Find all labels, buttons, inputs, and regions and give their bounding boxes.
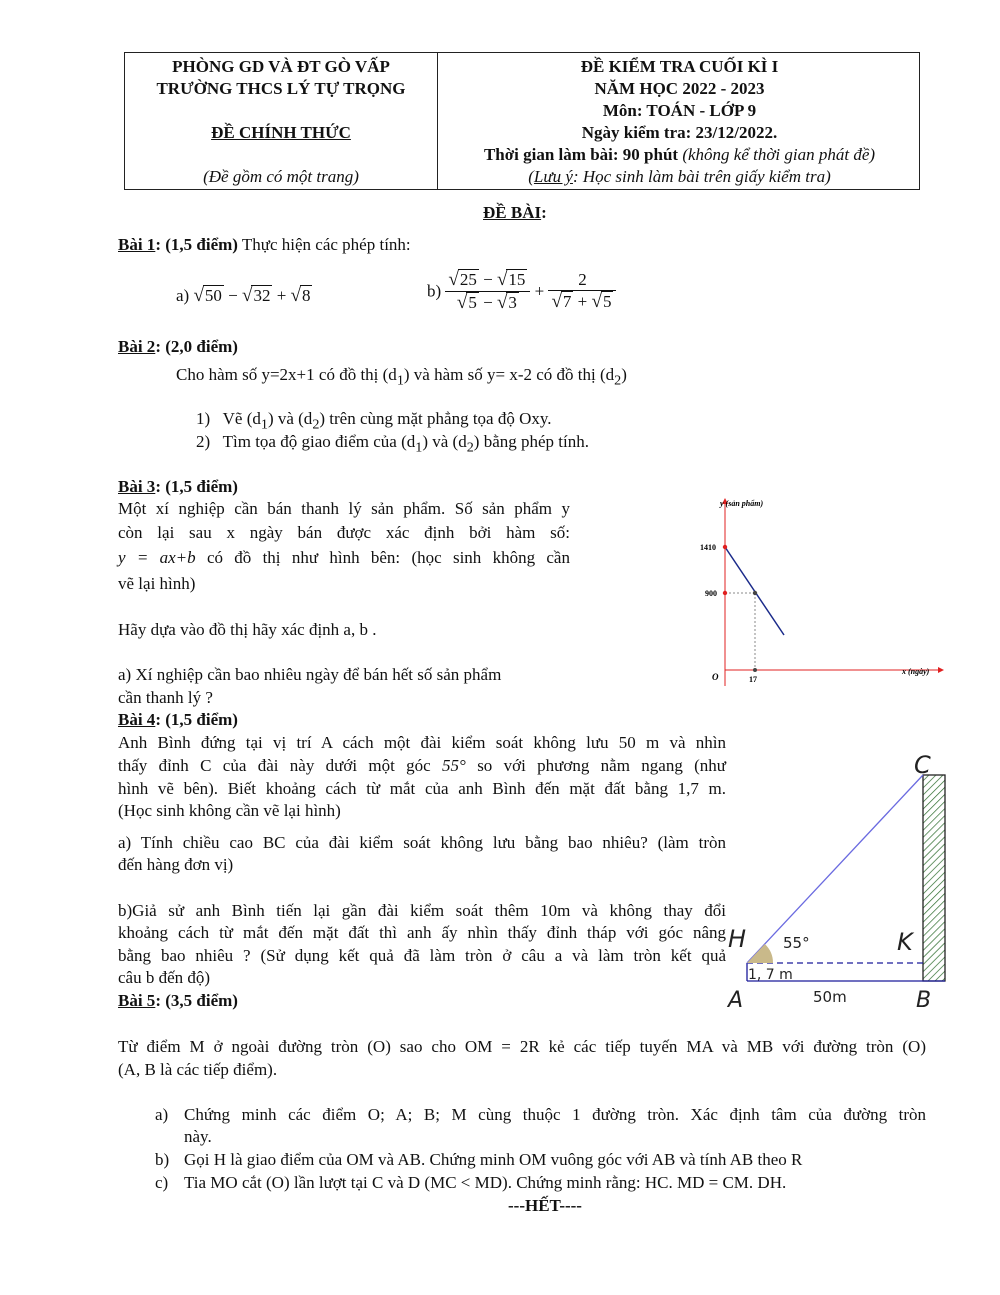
header-exam-title: ĐỀ KIỂM TRA CUỐI KÌ I [580, 57, 779, 76]
bai5-heading [118, 991, 238, 1011]
bai4-line-7: b)Giả sử anh Bình tiến lại gần đài kiểm soát thêm 10m và không thay đổi [118, 901, 726, 920]
distance-label: 50m [813, 988, 847, 1006]
bai3-line-4: vẽ lại hình) [118, 574, 196, 593]
bai1-points: : (1,5 điểm) [155, 235, 238, 254]
bai4-points: : (1,5 điểm) [155, 710, 238, 729]
tower [923, 775, 945, 981]
bai1-heading [118, 235, 411, 255]
header-official-label: ĐỀ CHÍNH THỨC [211, 123, 351, 142]
header-department: PHÒNG GD VÀ ĐT GÒ VẤP [172, 57, 390, 76]
point-B: B [916, 988, 932, 1013]
header-school: TRƯỜNG THCS LÝ TỰ TRỌNG [156, 79, 406, 98]
bai3-line-3: y = ax+b có đồ thị như hình bên: (học sinh không cần [118, 548, 570, 567]
bai2-item-2: 2) Tìm tọa độ giao điểm của $(d_1)$ và $(d_2)$ bằng phép tính. [196, 432, 589, 456]
header-school-year: NĂM HỌC 2022 - 2023 [594, 79, 765, 98]
header-duration [438, 145, 921, 165]
bai1-b-fraction-1: $\frac{√25 - √15}{√5 - √3}$ [445, 269, 530, 314]
eye-height-label: 1, 7 m [748, 967, 793, 983]
bai3-line-6: a) Xí nghiệp cần bao nhiêu ngày để bán hết số sản phẩm [118, 665, 502, 684]
point-A: A [728, 988, 744, 1013]
bai1-a: a) √50 − √32 + √8 [176, 285, 311, 306]
header-table [124, 52, 920, 190]
header-duration-note: (không kể thời gian phát đề) [682, 145, 876, 164]
y-axis-label: y (sản phẩm) [720, 499, 764, 508]
point-1410 [723, 545, 727, 549]
angle-marker [747, 944, 773, 963]
tick-1410: 1410 [700, 543, 716, 552]
tick-900: 900 [705, 589, 717, 598]
bai1-label: Bài 1 [118, 235, 156, 254]
bai1-b: b) $\frac{√25 - √15}{√5 - √3}$ + $\frac{2}{√7 + √5}$ [427, 269, 616, 314]
bai3-line-2: còn lại sau x ngày bán được xác định bởi hàm số: [118, 523, 570, 542]
point-H: H [728, 925, 747, 953]
point-17-900 [753, 591, 757, 595]
bai3-line-1: Một xí nghiệp cần bán thanh lý sản phẩm. Số sản phẩm y [118, 499, 570, 518]
bai2-item-1: 1) Vẽ $(d_1)$ và $(d_2)$ trên cùng mặt phẳng tọa độ Oxy. [196, 409, 552, 433]
bai2-intro: Cho hàm số y=2x+1 có đồ thị $(d_1)$ và hàm số y= x-2 có đồ thị $(d_2)$ [176, 365, 627, 389]
bai4-line-5: a) Tính chiều cao BC của đài kiểm soát không lưu bằng bao nhiêu? (làm tròn [118, 833, 726, 852]
bai3-heading [118, 477, 238, 497]
bai4-line-6: đến hàng đơn vị) [118, 855, 234, 874]
bai5-line-2: (A, B là các tiếp điểm). [118, 1060, 278, 1079]
bai5-a-line-1: Chứng minh các điểm O; A; B; M cùng thuộc 1 đường tròn. Xác định tâm của đường tròn [184, 1105, 926, 1124]
header-exam-date: Ngày kiểm tra: 23/12/2022. [581, 123, 778, 142]
bai4-line-8: khoảng cách từ mắt đến mặt đất thì anh ấy nhìn thấy đỉnh tháp với góc nâng [118, 923, 726, 942]
bai2-heading [118, 337, 238, 357]
bai2-label: Bài 2 [118, 337, 156, 356]
point-K: K [897, 928, 913, 956]
point-900 [723, 591, 727, 595]
page-title: ĐỀ BÀI: [483, 203, 547, 222]
point-C: C [914, 751, 931, 779]
header-notice-text: : Học sinh làm bài trên giấy kiểm tra) [572, 167, 831, 186]
header-notice: (Lưu ý: Học sinh làm bài trên giấy kiểm tra) [528, 167, 831, 186]
bai5-c-label: c) [155, 1173, 169, 1192]
bai5-c-line: Tia MO cắt (O) lần lượt tại C và D (MC < MD). Chứng minh rằng: HC. MD = CM. DH. [184, 1173, 787, 1192]
bai4-line-10: câu b đến độ) [118, 968, 211, 987]
header-duration-main: Thời gian làm bài: 90 phút [483, 145, 679, 164]
bai4-figure [725, 745, 965, 1015]
bai5-b-line: Gọi H là giao điểm của OM và AB. Chứng minh OM vuông góc với AB và tính AB theo R [184, 1150, 803, 1169]
angle-label: 55° [783, 934, 810, 952]
bai1-b-fraction-2: $\frac{2}{√7 + √5}$ [548, 270, 616, 313]
header-page-note: (Đề gồm có một trang) [203, 167, 359, 186]
bai3-label: Bài 3 [118, 477, 156, 496]
end-marker: ---HẾT---- [508, 1196, 582, 1215]
bai4-line-2: thấy đỉnh C của đài này dưới một góc 55° so với phương nằm ngang (như [118, 756, 727, 775]
tick-17: 17 [749, 675, 757, 684]
bai1-text: Thực hiện các phép tính: [237, 235, 411, 254]
bai5-label: Bài 5 [118, 991, 156, 1010]
bai4-line-4: (Học sinh không cần vẽ lại hình) [118, 801, 341, 820]
bai4-line-9: bằng bao nhiêu ? (Sử dụng kết quả đã làm tròn ở câu a và làm tròn kết quả [118, 946, 726, 965]
bai4-heading [118, 710, 238, 730]
point-17 [753, 668, 757, 672]
origin-label: O [712, 672, 719, 682]
bai4-line-1: Anh Bình đứng tại vị trí A cách một đài kiểm soát không lưu 50 m và nhìn [118, 733, 726, 752]
bai5-a-line-2: này. [184, 1127, 212, 1146]
bai4-label: Bài 4 [118, 710, 156, 729]
bai5-points: : (3,5 điểm) [155, 991, 238, 1010]
header-notice-label: Lưu ý [533, 167, 573, 186]
bai5-line-1: Từ điểm M ở ngoài đường tròn (O) sao cho OM = 2R kẻ các tiếp tuyến MA và MB với đường tròn (O) [118, 1037, 926, 1056]
bai4-line-3: hình vẽ bên). Biết khoảng cách từ mắt của anh Bình đến mặt đất bằng 1,7 m. [118, 779, 726, 798]
bai3-graph [690, 490, 945, 690]
bai2-points: : (2,0 điểm) [155, 337, 238, 356]
bai3-line-7: cần thanh lý ? [118, 688, 213, 707]
header-subject: Môn: TOÁN - LỚP 9 [602, 101, 757, 120]
bai5-b-label: b) [155, 1150, 170, 1169]
bai5-a-label: a) [155, 1105, 169, 1124]
x-axis-arrow [938, 667, 944, 673]
bai3-points: : (1,5 điểm) [155, 477, 238, 496]
x-axis-label: x (ngày) [902, 667, 930, 676]
bai3-line-5: Hãy dựa vào đồ thị hãy xác định a, b . [118, 620, 377, 639]
